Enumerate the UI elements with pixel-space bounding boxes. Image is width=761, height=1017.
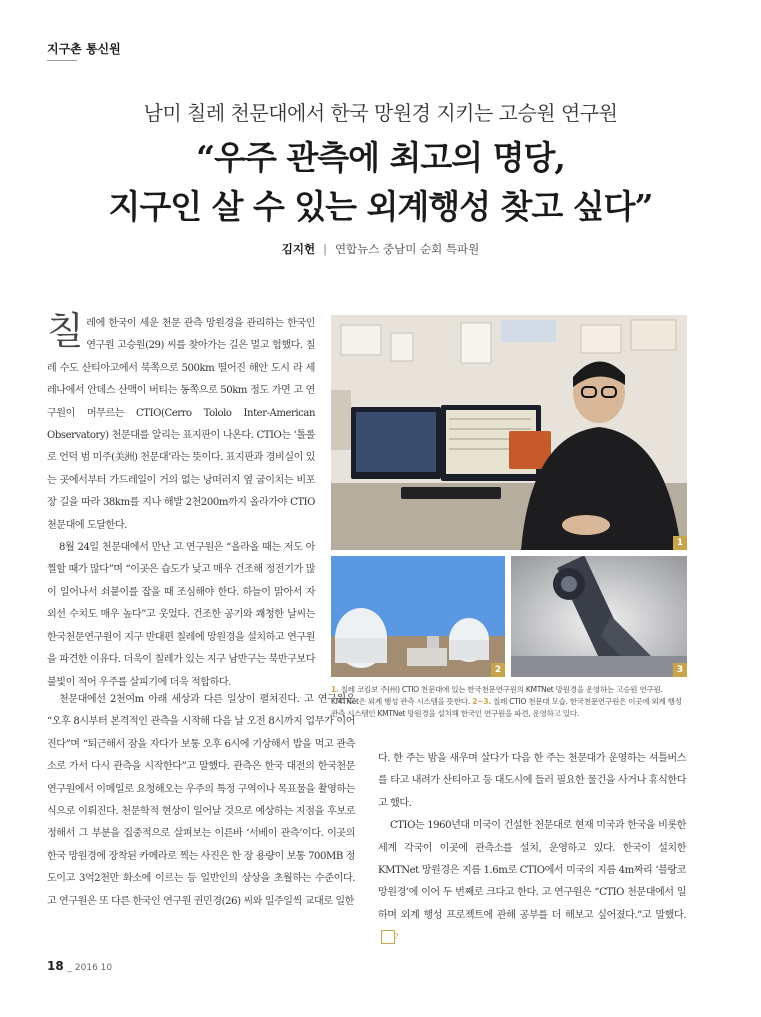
- byline-separator: |: [323, 242, 327, 256]
- photo-domes-illustration: [331, 556, 505, 677]
- paragraph-1-text: 레에 한국이 세운 천문 관측 망원경을 관리하는 한국인 연구원 고승원(29) 씨를 찾아가는 길은 멀고 험했다. 칠레 수도 산티아고에서 북쪽으로 500km 떨어진 해안 도시 라 세레나에서 안데스 산맥이 버티는 동쪽으로 50km 정도 가면 고 연구원이 머무르는 CTIO(Cerro Tololo Inter-American Observatory) 천문대를 알리는 표지판이 나온다. CTIO는 ‘톨롤로 언덕 범 미주(美洲) 천문대’라는 뜻이다. 표지판과 경비실이 있는 곳에서부터 가드레일이 거의 없는 낭떠러지 옆 굽이치는 비포장 길을 따라 38km를 지나 해발 2천200m까지 올라가야 CTIO 천문대에 도달한다.: [47, 318, 315, 531]
- paragraph-1: [47, 309, 315, 537]
- body-column-1-continued: [47, 689, 355, 913]
- paragraph-2: 8월 24일 천문대에서 만난 고 연구원은 “올라올 때는 저도 아찔할 때가 많다”며 “이곳은 습도가 낮고 매우 건조해 정전기가 많이 일어나서 쇠붙이를 잡을 때 조심해야 한다. 하늘이 맑아서 자외선 수치도 매우 높다”고 웃었다. 건조한 공기와 쾌청한 날씨는 한국천문연구원이 지구 반대편 칠레에 망원경을 설치하고 연구원을 파견한 이유다. 더욱이 칠레가 있는 지구 남반구는 북반구보다 불빛이 적어 우주를 살피기에 더욱 적합하다.: [47, 542, 315, 688]
- issue-date: _ 2016 10: [67, 963, 113, 973]
- headline-line-2: 지구인 살 수 있는 외계행성 찾고 싶다”: [108, 187, 653, 226]
- page-footer: [47, 959, 112, 973]
- body-column-2: [378, 748, 686, 950]
- body-column-1: [47, 309, 315, 694]
- author-affiliation: 연합뉴스 중남미 순회 특파원: [334, 242, 480, 256]
- page-number: 18: [47, 959, 64, 973]
- paragraph-5-text: CTIO는 1960년대 미국이 건설한 천문대로 현재 미국과 한국을 비롯한 세계 각국이 이곳에 관측소를 설치, 운영하고 있다. 한국이 설치한 KMTNet 망원경은 지름 1.6m로 CTIO에서 미국의 지름 4m짜리 ‘블랑코 망원경’에 이어 두 번째로 크다고 한다. 고 연구원은 “CTIO 천문대에서 일하며 외계 행성 프로젝트에 관해 공부를 더 해보고 싶어졌다.”고 말했다.: [378, 820, 686, 921]
- photo-observatory-domes: [331, 556, 505, 677]
- paragraph-4: 다. 한 주는 밤을 새우며 살다가 다음 한 주는 천문대가 운영하는 셔틀버스를 타고 내려가 산티아고 등 대도시에 들러 필요한 물건을 사거나 휴식한다고 했다.: [378, 753, 686, 809]
- section-label: 지구촌 통신원: [47, 42, 121, 56]
- caption-text-2: 칠레 CTIO 천문대 모습. 한국천문연구원은 이곳에 외계 행성 관측 시스템인 KMTNet 망원경을 설치해 한국인 연구원을 파견, 운영하고 있다.: [331, 697, 682, 718]
- paragraph-3: 천문대에선 2천여m 아래 세상과 다른 일상이 펼쳐진다. 고 연구원은 “오후 8시부터 본격적인 관측을 시작해 다음 날 오전 8시까지 업무가 이어진다”며 “퇴근해서 잠을 자다가 보통 오후 6시에 기상해서 밥을 먹고 관측소로 가서 다시 관측을 시작한다”고 말했다. 관측은 한국 대전의 한국천문연구원에서 이메일로 요청해오는 우주의 특정 구역이나 목표물을 촬영하는 식으로 이뤄진다. 천문학적 현상이 일어날 것으로 예상하는 지점을 후보로 정해서 그 부분을 집중적으로 살펴보는 이른바 ‘서베이 관측’이다. 이곳의 한국 망원경에 장착된 카메라로 찍는 사진은 한 장 용량이 보통 700MB 정도이고 3억2천만 화소에 이르는 등 일반인의 상상을 초월하는 수준이다. 고 연구원은 또 다른 한국인 연구원 권민경(26) 씨와 일주일씩 교대로 일한: [47, 694, 355, 907]
- paragraph-5: [378, 815, 686, 949]
- photo-researcher-illustration: [331, 315, 687, 550]
- photo-2-number: 2: [491, 663, 505, 677]
- photo-telescope: [511, 556, 687, 677]
- caption-number-2: 2~3.: [469, 697, 491, 706]
- byline: [0, 241, 761, 257]
- end-mark-icon: ?: [381, 930, 395, 944]
- photo-telescope-illustration: [511, 556, 687, 677]
- author-name: 김지헌: [281, 242, 316, 256]
- photo-researcher: [331, 315, 687, 550]
- caption-number-1: 1.: [331, 685, 339, 694]
- photo-3-number: 3: [673, 663, 687, 677]
- caption-text-1: 칠레 코킴보 주(州) CTIO 천문대에 있는 한국천문연구원의 KMTNet 망원경을 운영하는 고승원 연구원. KMTNet은 외계 행성 관측 시스템을 뜻한다.: [331, 685, 663, 706]
- article-subtitle: 남미 칠레 천문대에서 한국 망원경 지키는 고승원 연구원: [143, 101, 618, 125]
- photo-1-number: 1: [673, 536, 687, 550]
- photo-caption: [331, 684, 687, 720]
- drop-cap: 칠: [47, 309, 84, 353]
- article-headline: [0, 133, 761, 231]
- section-divider: [47, 60, 77, 61]
- headline-line-1: “우주 관측에 최고의 명당,: [196, 138, 565, 177]
